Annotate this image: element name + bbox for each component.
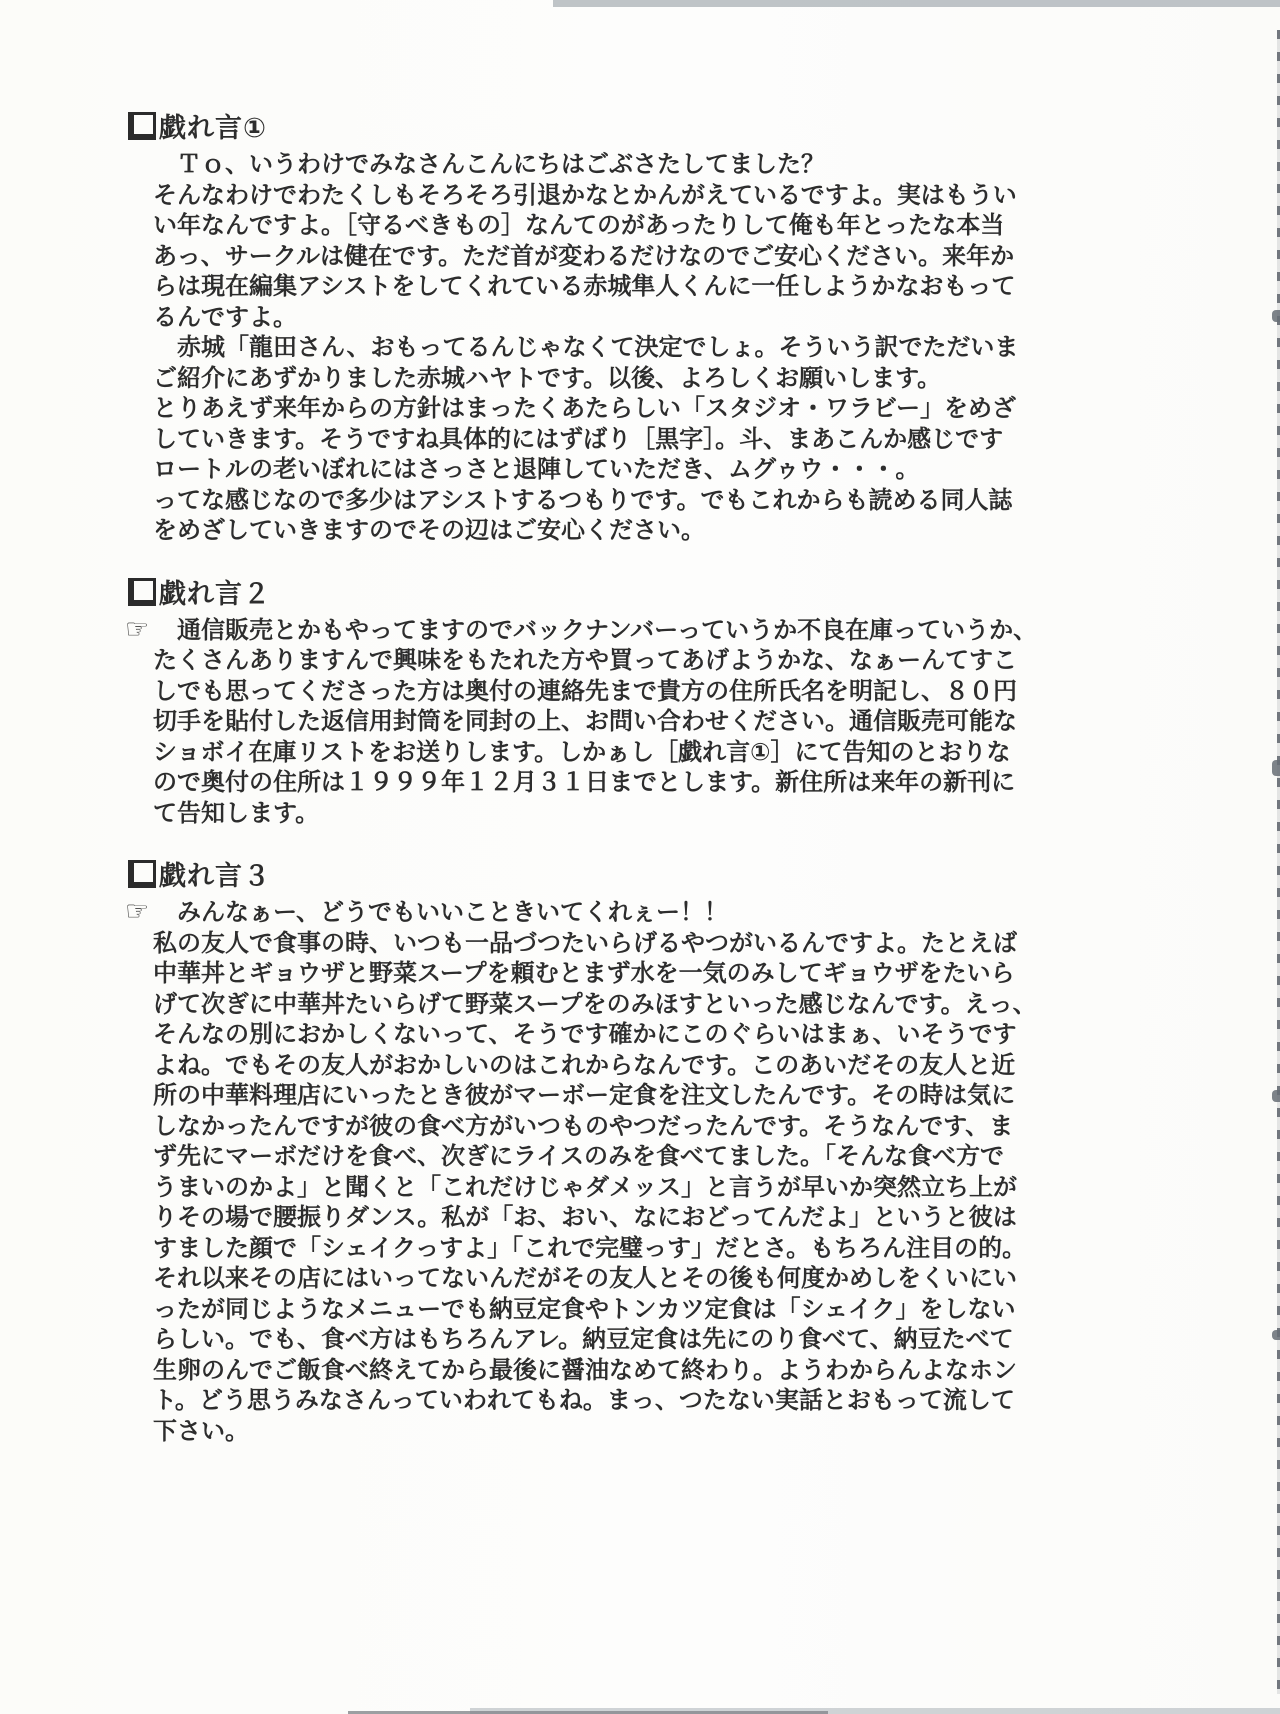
text-line: ロートルの老いぼれにはさっさと退陣していただき、ムグゥウ・・・。 xyxy=(153,455,920,483)
text-line: りその場で腰振りダンス。私が「お、おい、なにおどってんだよ」というと彼は xyxy=(153,1203,1017,1231)
text-line: 切手を貼付した返信用封筒を同封の上、お問い合わせください。通信販売可能な xyxy=(153,707,1017,735)
text-line: をめざしていきますのでその辺はご安心ください。 xyxy=(153,516,705,544)
text-line: しなかったんですが彼の食べ方がいつものやつだったんです。そうなんです、ま xyxy=(153,1111,1014,1140)
section-body xyxy=(153,149,1058,546)
open-square-icon xyxy=(128,860,156,888)
text-line: うまいのかよ」と聞くと「これだけじゃダメッス」と言うが早いか突然立ち上が xyxy=(153,1172,1017,1201)
section-body xyxy=(125,896,1058,1446)
text-line: るんですよ。 xyxy=(153,302,297,331)
text-line: ショボイ在庫リストをお送りします。しかぁし［戯れ言①］にて告知のとおりな xyxy=(153,737,1011,766)
section-title xyxy=(128,578,1058,611)
page-content xyxy=(125,112,1058,1446)
section-zaregoto-2 xyxy=(125,578,1058,829)
text-line: とりあえず来年からの方針はまったくあたらしい「スタジオ・ワラビー」をめざ xyxy=(153,394,1017,422)
text-line: Ｔｏ、いうわけでみなさんこんにちはごぶさたしてました？ xyxy=(153,150,825,178)
text-line: ってな感じなので多少はアシストするつもりです。でもこれからも読める同人誌 xyxy=(153,485,1013,514)
text-line: ず先にマーボだけを食べ、次ぎにライスのみを食べてました。「そんな食べ方で xyxy=(153,1142,1005,1170)
text-line: すました顔で「シェイクっすよ」「これで完璧っす」だとさ。もちろん注目の的。 xyxy=(153,1233,1027,1262)
text-line: あっ、サークルは健在です。ただ首が変わるだけなのでご安心ください。来年か xyxy=(153,241,1015,270)
scan-edge-mark xyxy=(1272,1330,1280,1340)
text-line: 生卵のんでご飯食べ終えてから最後に醤油なめて終わり。ようわからんよなホン xyxy=(153,1355,1017,1384)
text-line: 所の中華料理店にいったとき彼がマーボー定食を注文したんです。その時は気に xyxy=(153,1081,1016,1109)
text-line: ト。どう思うみなさんっていわれてもね。まっ、つたない実話とおもって流して xyxy=(153,1386,1015,1414)
text-line: らしい。でも、食べ方はもちろんアレ。納豆定食は先にのり食べて、納豆たべて xyxy=(153,1325,1014,1353)
text-line: ご紹介にあずかりました赤城ハヤトです。以後、よろしくお願いします。 xyxy=(153,363,942,392)
scan-edge-mark xyxy=(1272,1090,1280,1102)
pointing-hand-icon: ☞ xyxy=(125,613,150,645)
pointing-hand-icon: ☞ xyxy=(125,896,150,927)
text-line: それ以来その店にはいってないんだがその友人とその後も何度かめしをくいにい xyxy=(153,1264,1017,1292)
section-zaregoto-1 xyxy=(128,112,1058,546)
text-line: 下さい。 xyxy=(153,1416,249,1445)
section-body xyxy=(125,613,1058,829)
text-line: い年なんですよ。［守るべきもの］なんてのがあったりして俺も年とったな本当 xyxy=(153,211,1005,239)
text-line: らは現在編集アシストをしてくれている赤城隼人くんに一任しようかなおもって xyxy=(153,272,1016,300)
text-line: しでも思ってくださった方は奥付の連絡先まで貴方の住所氏名を明記し、８０円 xyxy=(153,676,1017,705)
text-line: 通信販売とかもやってますのでバックナンバーっていうか不良在庫っていうか、 xyxy=(153,615,1038,644)
scan-artifact-top xyxy=(553,0,1280,7)
scan-edge-mark xyxy=(1272,760,1280,776)
text-line: ので奥付の住所は１９９９年１２月３１日までとします。新住所は来年の新刊に xyxy=(153,768,1016,796)
section-title xyxy=(128,860,1058,893)
section-title xyxy=(128,112,1058,145)
open-square-icon xyxy=(128,112,156,140)
section-title-text: 戯れ言３ xyxy=(159,861,271,892)
text-line: 中華丼とギョウザと野菜スープを頼むとまず水を一気のみしてギョウザをたいら xyxy=(153,959,1015,987)
section-title-text: 戯れ言① xyxy=(159,113,267,144)
scan-edge-mark xyxy=(1272,310,1280,322)
text-line: 私の友人で食事の時、いつも一品づつたいらげるやつがいるんですよ。たとえば xyxy=(153,928,1017,957)
text-line: よね。でもその友人がおかしいのはこれからなんです。このあいだその友人と近 xyxy=(153,1050,1016,1079)
text-line: そんなわけでわたくしもそろそろ引退かなとかんがえているですよ。実はもうい xyxy=(153,180,1017,209)
text-line: て告知します。 xyxy=(153,798,320,827)
text-line: みんなぁー、どうでもいいこときいてくれぇー！！ xyxy=(153,898,729,926)
open-square-icon xyxy=(128,578,156,606)
text-line: たくさんありますんで興味をもたれた方や買ってあげようかな、なぁーんてすこ xyxy=(153,646,1017,674)
text-line: ったが同じようなメニューでも納豆定食やトンカツ定食は「シェイク」をしない xyxy=(153,1294,1016,1323)
text-line: していきます。そうですね具体的にはずばり［黒字］。斗、まあこんか感じです xyxy=(153,424,1004,453)
section-zaregoto-3 xyxy=(125,860,1058,1446)
text-line: げて次ぎに中華丼たいらげて野菜スープをのみほすといった感じなんです。えっ、 xyxy=(153,989,1037,1018)
text-line: そんなの別におかしくないって、そうです確かにこのぐらいはまぁ、いそうです xyxy=(153,1020,1017,1048)
section-title-text: 戯れ言２ xyxy=(159,578,271,610)
text-line: 赤城「龍田さん、おもってるんじゃなくて決定でしょ。そういう訳でただいま xyxy=(153,333,1019,361)
